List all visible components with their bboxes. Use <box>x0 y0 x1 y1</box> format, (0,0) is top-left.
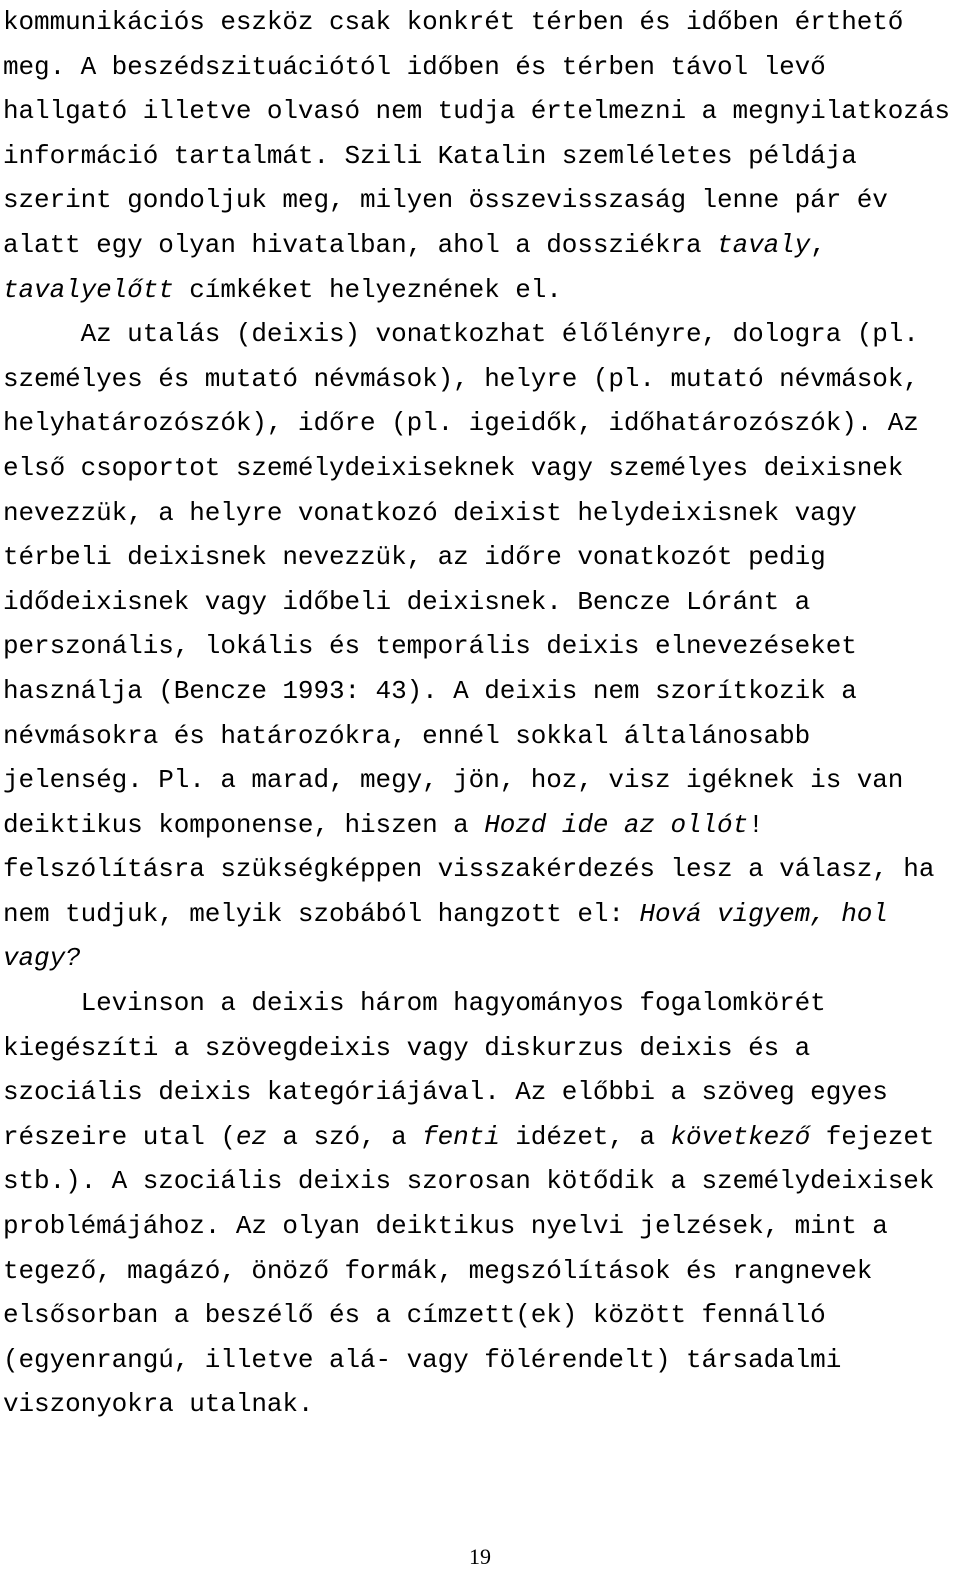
text-run: helyhatározószók), időre (pl. igeidők, időhatározószók). Az <box>3 408 919 439</box>
text-run: Az utalás (deixis) vonatkozhat élőlényre, dologra (pl. <box>3 319 919 350</box>
text-line <box>3 981 955 1026</box>
text-line <box>3 1249 955 1294</box>
text-line <box>3 401 955 446</box>
text-run: stb.). A szociális deixis szorosan kötődik a személydeixisek <box>3 1166 935 1197</box>
text-run: fejezet <box>810 1121 935 1152</box>
italic-text: tavalyelőtt <box>3 274 174 305</box>
text-run: tegező, magázó, önöző formák, megszólítások és rangnevek <box>3 1255 873 1286</box>
text-run: Levinson a deixis három hagyományos fogalomkörét <box>3 988 826 1019</box>
text-run: ! <box>748 809 764 840</box>
text-run: térbeli deixisnek nevezzük, az időre vonatkozót pedig <box>3 542 826 573</box>
document-body <box>3 0 955 1427</box>
text-line <box>3 758 955 803</box>
text-line <box>3 1204 955 1249</box>
text-run: részeire utal ( <box>3 1121 236 1152</box>
text-run: a szó, a <box>266 1121 423 1152</box>
text-run: első csoportot személydeixiseknek vagy személyes deixisnek <box>3 452 904 483</box>
text-line <box>3 45 955 90</box>
text-line <box>3 491 955 536</box>
text-run: nevezzük, a helyre vonatkozó deixist helydeixisnek vagy <box>3 497 857 528</box>
text-line <box>3 134 955 179</box>
text-line <box>3 803 955 848</box>
text-run: problémájához. Az olyan deiktikus nyelvi jelzések, mint a <box>3 1211 888 1242</box>
page-number: 19 <box>469 1544 491 1569</box>
italic-text: fenti <box>422 1121 500 1152</box>
text-line <box>3 312 955 357</box>
text-line <box>3 892 955 937</box>
text-line <box>3 357 955 402</box>
text-run: elsősorban a beszélő és a címzett(ek) között fennálló <box>3 1300 826 1331</box>
text-line <box>3 1338 955 1383</box>
text-line <box>3 268 955 313</box>
text-line <box>3 1026 955 1071</box>
italic-text: következő <box>670 1121 811 1152</box>
text-run: nem tudjuk, melyik szobából hangzott el: <box>3 898 640 929</box>
text-run: (egyenrangú, illetve alá- vagy fölérendelt) társadalmi <box>3 1344 842 1375</box>
text-run: használja (Bencze 1993: 43). A deixis nem szorítkozik a <box>3 675 857 706</box>
text-run: címkéket helyeznének el. <box>173 274 562 305</box>
text-run: meg. A beszédszituációtól időben és térben távol levő <box>3 51 826 82</box>
text-line <box>3 624 955 669</box>
text-run: névmásokra és határozókra, ennél sokkal általánosabb <box>3 720 811 751</box>
text-line <box>3 936 955 981</box>
text-line <box>3 223 955 268</box>
text-run: perszonális, lokális és temporális deixis elnevezéseket <box>3 631 857 662</box>
text-run: felszólításra szükségképpen visszakérdezés lesz a válasz, ha <box>3 854 935 885</box>
italic-text: Hová vigyem, hol <box>639 898 888 929</box>
text-run: , <box>810 229 826 260</box>
text-run: jelenség. Pl. a marad, megy, jön, hoz, visz igéknek is van <box>3 765 904 796</box>
text-run: deiktikus komponense, hiszen a <box>3 809 485 840</box>
text-line <box>3 0 955 45</box>
text-run: idődeixisnek vagy időbeli deixisnek. Bencze Lóránt a <box>3 586 811 617</box>
text-line <box>3 847 955 892</box>
text-line <box>3 178 955 223</box>
text-line <box>3 1293 955 1338</box>
text-run: kommunikációs eszköz csak konkrét térben és időben érthető <box>3 7 904 37</box>
text-line <box>3 446 955 491</box>
text-run: kiegészíti a szövegdeixis vagy diskurzus deixis és a <box>3 1032 811 1063</box>
italic-text: ez <box>235 1121 267 1152</box>
text-run: alatt egy olyan hivatalban, ahol a dossziékra <box>3 229 718 260</box>
text-line <box>3 89 955 134</box>
italic-text: Hozd ide az ollót <box>484 809 749 840</box>
text-line <box>3 714 955 759</box>
italic-text: tavaly <box>717 229 811 260</box>
text-run: szociális deixis kategóriájával. Az előbbi a szöveg egyes <box>3 1077 888 1108</box>
text-line <box>3 535 955 580</box>
text-run: viszonyokra utalnak. <box>3 1389 314 1420</box>
text-run: személyes és mutató névmások), helyre (pl. mutató névmások, <box>3 363 919 394</box>
italic-text: vagy? <box>3 943 81 974</box>
text-run: információ tartalmát. Szili Katalin szemléletes példája <box>3 140 857 171</box>
text-line <box>3 580 955 625</box>
text-line <box>3 1382 955 1427</box>
text-run: hallgató illetve olvasó nem tudja értelmezni a megnyilatkozás <box>3 96 950 127</box>
text-line <box>3 1115 955 1160</box>
text-line <box>3 1070 955 1115</box>
text-run: szerint gondoljuk meg, milyen összevisszaság lenne pár év <box>3 185 888 216</box>
text-line <box>3 669 955 714</box>
text-run: idézet, a <box>499 1121 671 1152</box>
text-line <box>3 1159 955 1204</box>
